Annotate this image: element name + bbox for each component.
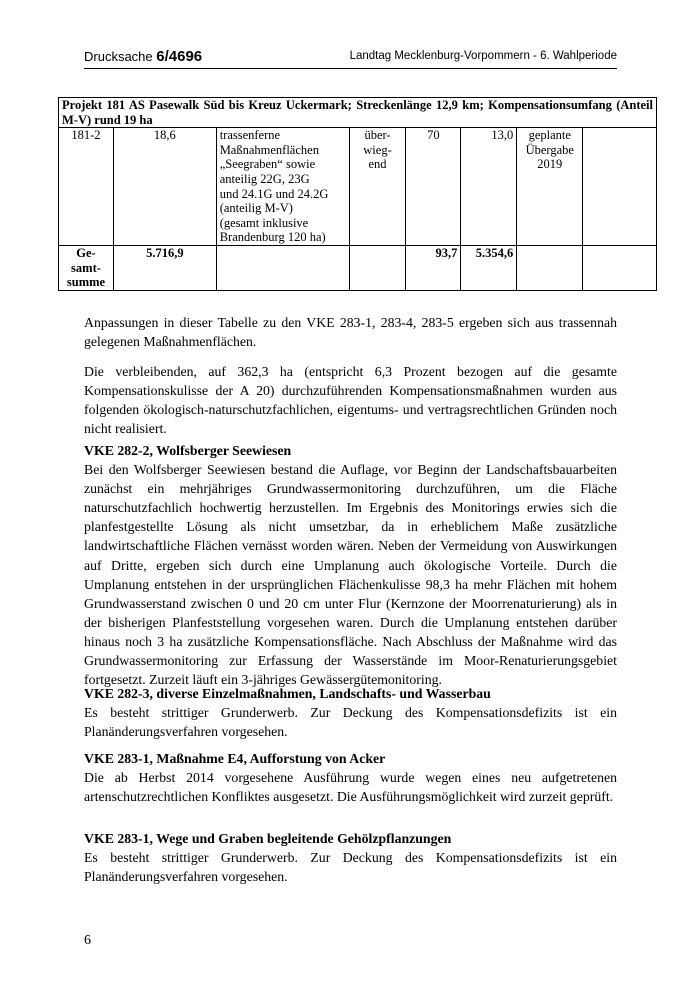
description-line: (gesamt inklusive	[219, 215, 309, 230]
empty-cell	[583, 245, 657, 290]
total-value: 5.354,6	[461, 245, 517, 290]
description-line: Maßnahmenflächen	[219, 142, 319, 157]
empty-cell	[517, 245, 583, 290]
empty-cell	[349, 245, 406, 290]
section-heading: VKE 282-3, diverse Einzelmaßnahmen, Landschafts- und Wasserbau	[84, 686, 491, 701]
note-line: 2019	[537, 157, 563, 172]
measure-description	[216, 128, 349, 246]
section-body: Bei den Wolfsberger Seewiesen bestand die Auflage, vor Beginn der Landschaftsbauarbeiten zunächst ein mehrjähriges Grundwassermonitoring durchzuführen, um die Fläche naturschutzfachlich hochwertig herzustellen. Im Ergebnis des Monitorings erwies sich die planfestgestellte Lösung als nicht umsetzbar, da in erheblichem Maße zusätzliche landwirtschaftliche Flächen vernässt worden wären. Neben der Vermeidung von Auswirkungen auf Dritte, ergeben sich durch eine Umplanung auch ökologische Vorteile. Durch die Umplanung entstehen in der ursprünglichen Flächenkulisse 98,3 ha mehr Flächen mit hohem Grundwasserstand zwischen 0 und 20 cm unter Flur (Kernzone der Moorrenaturierung) als in der bisherigen Planfeststellung vorgesehen waren. Durch die Umplanung entstehen darüber hinaus noch 3 ha zusätzliche Kompensationsfläche. Nach Abschluss der Maßnahme wird das Grundwassermonitoring zur Erfassung der Wasserstände im Moor-Renaturierungsgebiet fortgesetzt. Zurzeit läuft ein 3-jähriges Gewässergütemonitoring.	[84, 462, 617, 688]
total-label-line: samt-	[71, 260, 101, 275]
compensation-table	[58, 97, 657, 291]
section-heading: VKE 283-1, Maßnahme E4, Aufforstung von Acker	[84, 751, 386, 766]
description-line: und 24.1G und 24.2G	[219, 186, 329, 201]
status-line: wieg-	[363, 142, 392, 157]
description-line: anteilig 22G, 23G	[219, 171, 310, 186]
empty-cell	[583, 128, 657, 246]
section-body: Es besteht strittiger Grunderwerb. Zur Deckung des Kompensationsdefizits ist ein Planänderungsverfahren vorgesehen.	[84, 705, 617, 740]
paragraph-remaining: Die verbleibenden, auf 362,3 ha (entspricht 6,3 Prozent bezogen auf die gesamte Kompensationskulisse der A 20) durchzuführenden Kompensationsmaßnahmen wurden aus folgenden ökologisch-naturschutzfachlichen, eigentums- und vertragsrechtlichen Gründen noch nicht realisiert.	[84, 364, 617, 437]
note-line: geplante	[528, 128, 571, 143]
total-label-line: summe	[66, 275, 106, 290]
section-body: Es besteht strittiger Grunderwerb. Zur Deckung des Kompensationsdefizits ist ein Planänderungsverfahren vorgesehen.	[84, 850, 617, 885]
section-aufforstung	[84, 749, 617, 806]
status-line: über-	[364, 128, 391, 143]
page-number: 6	[84, 933, 91, 948]
section-einzelmassnahmen	[84, 684, 617, 741]
value-cell: 13,0	[461, 128, 517, 246]
document-number: Drucksache 6/4696	[84, 48, 203, 65]
section-body: Die ab Herbst 2014 vorgesehene Ausführung wurde wegen eines neu aufgetretenen artenschutzrechtlichen Konfliktes ausgesetzt. Die Ausführungsmöglichkeit wird zurzeit geprüft.	[84, 770, 617, 805]
measure-id: 181-2	[59, 128, 114, 246]
description-line: Brandenburg 120 ha)	[219, 230, 326, 245]
paragraph-adjustments: Anpassungen in dieser Tabelle zu den VKE 283-1, 283-4, 283-5 ergeben sich aus trassennah gelegenen Maßnahmenflächen.	[84, 315, 617, 350]
empty-cell	[216, 245, 349, 290]
description-line: trassenferne	[219, 128, 281, 143]
total-percent: 93,7	[406, 245, 461, 290]
description-line: (anteilig M-V)	[219, 201, 293, 216]
description-line: „Seegraben“ sowie	[219, 157, 316, 172]
parliament-label: Landtag Mecklenburg-Vorpommern - 6. Wahlperiode	[349, 50, 617, 62]
section-heading: VKE 283-1, Wege und Graben begleitende Gehölzpflanzungen	[84, 831, 452, 846]
status-line: end	[368, 157, 387, 172]
page-header	[84, 44, 617, 69]
table-row	[59, 128, 657, 246]
section-wolfsberger-seewiesen	[84, 441, 617, 689]
section-gehoelzpflanzungen	[84, 829, 617, 886]
total-label-line: Ge-	[76, 245, 96, 260]
percent-cell: 70	[406, 128, 461, 246]
section-heading: VKE 282-2, Wolfsberger Seewiesen	[84, 443, 292, 458]
project-header-row	[59, 98, 657, 128]
project-title: Projekt 181 AS Pasewalk Süd bis Kreuz Uckermark; Streckenlänge 12,9 km; Kompensationsumfang (Anteil M-V) rund 19 ha	[59, 98, 657, 128]
status-cell	[349, 128, 406, 246]
note-cell	[517, 128, 583, 246]
note-line: Übergabe	[525, 142, 574, 157]
total-ha: 5.716,9	[113, 245, 216, 290]
total-label	[59, 245, 114, 290]
total-row	[59, 245, 657, 290]
area-ha: 18,6	[113, 128, 216, 246]
